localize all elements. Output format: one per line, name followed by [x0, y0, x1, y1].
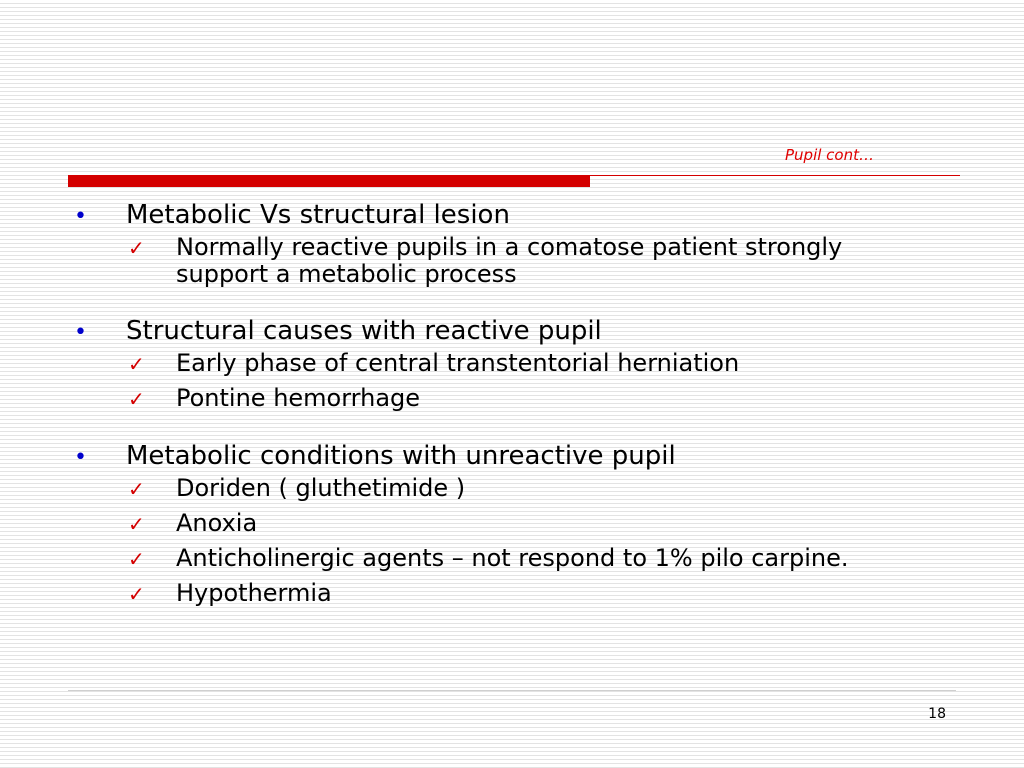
slide-title: Pupil cont… — [785, 146, 874, 164]
sub-item-text: Pontine hemorrhage — [176, 384, 421, 412]
footer-divider — [68, 690, 956, 691]
sub-item-text: Doriden ( gluthetimide ) — [176, 474, 466, 502]
bullet-block — [72, 314, 972, 413]
sub-item-text: Anticholinergic agents – not respond to 1% pilo carpine. — [176, 544, 849, 572]
sub-item — [128, 475, 972, 503]
sub-item-text: Anoxia — [176, 509, 258, 537]
sub-item — [128, 234, 972, 288]
bullet-item — [72, 439, 972, 475]
bullet-block — [72, 198, 972, 288]
bullet-text: Metabolic conditions with unreactive pupil — [126, 441, 676, 471]
checkmark-icon: ✓ — [128, 582, 145, 606]
bullet-dot-icon: • — [74, 320, 87, 345]
bullet-dot-icon: • — [74, 204, 87, 229]
sub-item-text: Hypothermia — [176, 579, 332, 607]
bullet-item — [72, 314, 972, 350]
checkmark-icon: ✓ — [128, 512, 145, 536]
sub-item-text: Normally reactive pupils in a comatose patient strongly support a metabolic process — [176, 233, 843, 288]
sub-item — [128, 385, 972, 413]
checkmark-icon: ✓ — [128, 477, 145, 501]
sub-item — [128, 350, 972, 378]
sub-item-text: Early phase of central transtentorial herniation — [176, 349, 740, 377]
sub-item — [128, 545, 972, 573]
title-divider-thick — [68, 175, 590, 187]
bullet-text: Metabolic Vs structural lesion — [126, 200, 510, 230]
bullet-dot-icon: • — [74, 445, 87, 470]
page-number: 18 — [928, 706, 946, 722]
checkmark-icon: ✓ — [128, 547, 145, 571]
bullet-item — [72, 198, 972, 234]
sub-item — [128, 580, 972, 608]
checkmark-icon: ✓ — [128, 236, 145, 260]
bullet-text: Structural causes with reactive pupil — [126, 316, 602, 346]
checkmark-icon: ✓ — [128, 352, 145, 376]
title-divider-thin — [590, 175, 960, 176]
sub-item — [128, 510, 972, 538]
checkmark-icon: ✓ — [128, 387, 145, 411]
bullet-block — [72, 439, 972, 608]
slide-content — [72, 198, 972, 634]
